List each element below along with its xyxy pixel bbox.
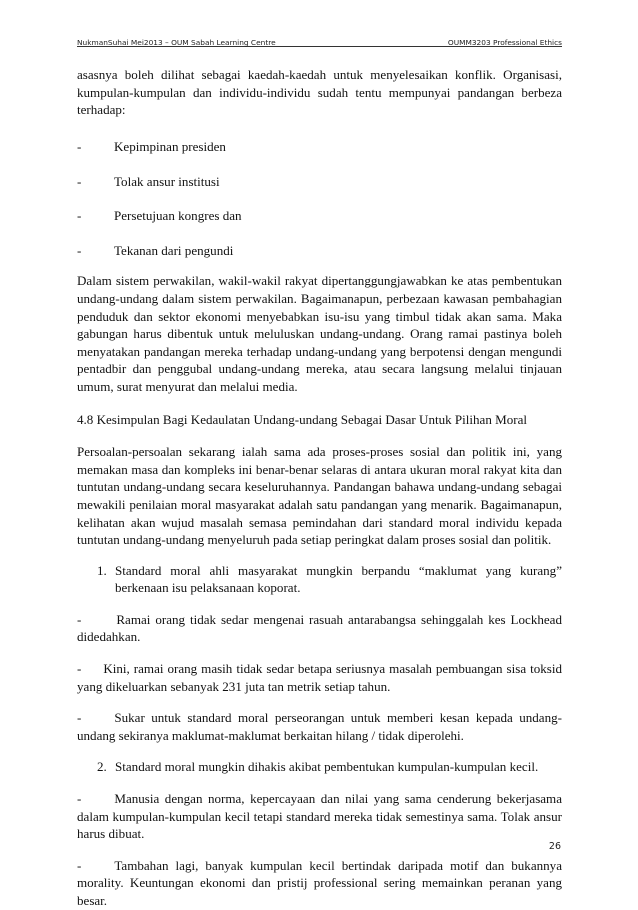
point-item: - Sukar untuk standard moral perseorangan untuk memberi kesan kepada undang-undang sekiranya maklumat-maklumat berkaitan hilang / tidak diperolehi. bbox=[77, 710, 562, 743]
page-number: 26 bbox=[548, 841, 561, 852]
point-item: - Kini, ramai orang masih tidak sedar betapa seriusnya masalah pembuangan sisa toksid yang dikeluarkan sebanyak 231 juta tan metrik setiap tahun. bbox=[77, 661, 562, 694]
list-item: - Tekanan dari pengundi bbox=[77, 242, 234, 258]
paragraph-representation: Dalam sistem perwakilan, wakil-wakil rakyat dipertanggungjawabkan ke atas pembentukan undang-undang dalam sistem perwakilan. Bagaimanapun, perbezaan kawasan pembahagian penduduk dan sektor ekonomi menyebabkan isu-isu yang timbul tidak akan sama. Maka gabungan harus dibentuk untuk meluluskan undang-undang. Orang ramai pastinya boleh menyatakan pandangan mereka terhadap undang-undang yang berpotensi dengan mengundi pentadbir dan penggubal undang-undang mereka, atau secara langsung melalui tinjauan umum, surat menyurat dan melalui media. bbox=[77, 273, 562, 394]
numbered-item-1: 1. Standard moral ahli masyarakat mungkin berpandu “maklumat yang kurang” berkenaan isu pelaksanaan koporat. bbox=[97, 562, 562, 596]
point-item: - Tambahan lagi, banyak kumpulan kecil bertindak daripada motif dan bukannya morality. Keuntungan ekonomi dan pristij professional sering memainkan peranan yang besar. bbox=[77, 857, 562, 908]
paragraph-conclusion: Persoalan-persoalan sekarang ialah sama ada proses-proses sosial dan politik ini, yang memakan masa dan kompleks ini benar-benar selaras di antara ukuran moral rakyat kita dan tuntutan undang-undang secara keseluruhannya. Pandangan bahawa undang-undang sebagai mewakili penilaian moral masyarakat adalah satu pandangan yang menarik. Bagaimanapun, kelihatan akan wujud masalah semasa pemindahan dari standard moral individu kepada tuntutan undang-undang menyeluruh pada setiap peringkat dalam proses sosial dan politik. bbox=[77, 444, 562, 548]
list-item: - Tolak ansur institusi bbox=[77, 173, 220, 189]
paragraph-intro: asasnya boleh dilihat sebagai kaedah-kaedah untuk menyelesaikan konflik. Organisasi, kumpulan-kumpulan dan individu-individu sudah tentu mempunyai pandangan berbeza terhadap: bbox=[77, 67, 562, 118]
numbered-item-2: 2. Standard moral mungkin dihakis akibat pembentukan kumpulan-kumpulan kecil. bbox=[97, 759, 539, 775]
document-body bbox=[77, 66, 562, 910]
header-right-text: OUMM3203 Professional Ethics bbox=[447, 38, 562, 47]
point-item: - Manusia dengan norma, kepercayaan dan nilai yang sama cenderung bekerjasama dalam kumpulan-kumpulan kecil tetapi standard mereka tidak semestinya sama. Tolak ansur harus dibuat. bbox=[77, 791, 562, 842]
list-item: - Persetujuan kongres dan bbox=[77, 208, 242, 224]
list-item: - Kepimpinan presiden bbox=[77, 139, 226, 154]
point-item: - Ramai orang tidak sedar mengenai rasuah antarabangsa sehinggalah kes Lockhead didedahkan. bbox=[77, 611, 562, 645]
section-heading: 4.8 Kesimpulan Bagi Kedaulatan Undang-undang Sebagai Dasar Untuk Pilihan Moral bbox=[77, 411, 528, 427]
page-header bbox=[77, 34, 562, 47]
header-left-text: NukmanSuhai Mei2013 – OUM Sabah Learning Centre bbox=[77, 38, 276, 47]
